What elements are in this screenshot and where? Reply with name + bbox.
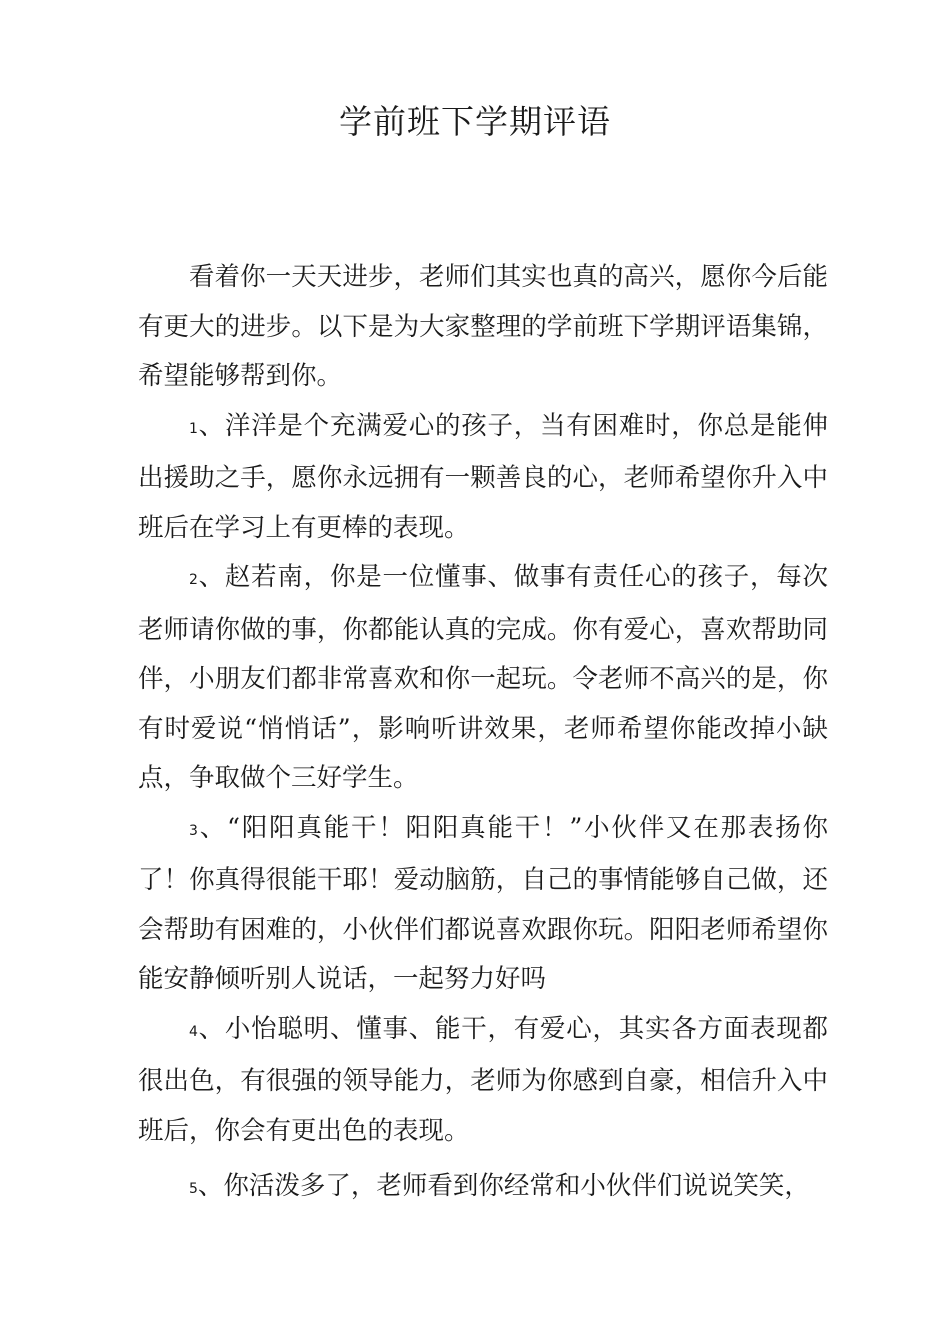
- paragraph-text: 、洋洋是个充满爱心的孩子，当有困难时，你总是能伸出援助之手，愿你永远拥有一颗善良的心，老师希望你升入中班后在学习上有更棒的表现。: [138, 410, 828, 543]
- paragraph-item: [138, 1162, 828, 1215]
- paragraph-item: [138, 402, 828, 554]
- item-number: 2: [189, 572, 198, 588]
- paragraph-text: 看着你一天天进步，老师们其实也真的高兴，愿你今后能有更大的进步。以下是为大家整理的学前班下学期评语集锦，希望能够帮到你。: [138, 262, 828, 391]
- paragraph-intro: [138, 253, 828, 402]
- page-title: 学前班下学期评语: [339, 102, 611, 141]
- paragraph-text: 、小怡聪明、懂事、能干，有爱心，其实各方面表现都很出色，有很强的领导能力，老师为你感到自豪，相信升入中班后，你会有更出色的表现。: [138, 1013, 828, 1146]
- paragraph-item: [138, 553, 828, 804]
- paragraph-item: [138, 804, 828, 1005]
- paragraph-text: 、你活泼多了，老师看到你经常和小伙伴们说说笑笑，: [197, 1171, 810, 1201]
- paragraph-text: 、赵若南，你是一位懂事、做事有责任心的孩子，每次老师请你做的事，你都能认真的完成。你有爱心，喜欢帮助同伴，小朋友们都非常喜欢和你一起玩。令老师不高兴的是，你有时爱说“悄悄话”，影响听讲效果，老师希望你能改掉小缺点，争取做个三好学生。: [138, 562, 828, 793]
- document-body: [138, 253, 828, 1215]
- item-number: 3: [189, 822, 198, 839]
- item-number: 1: [189, 420, 198, 437]
- paragraph-text: 、“阳阳真能干！阳阳真能干！”小伙伴又在那表扬你了！你真得很能干耶！爱动脑筋，自己的事情能够自己做，还会帮助有困难的，小伙伴们都说喜欢跟你玩。阳阳老师希望你能安静倾听别人说话，一起努力好吗: [138, 812, 828, 994]
- item-number: 5: [189, 1181, 198, 1197]
- item-number: 4: [189, 1023, 198, 1040]
- paragraph-item: [138, 1005, 828, 1157]
